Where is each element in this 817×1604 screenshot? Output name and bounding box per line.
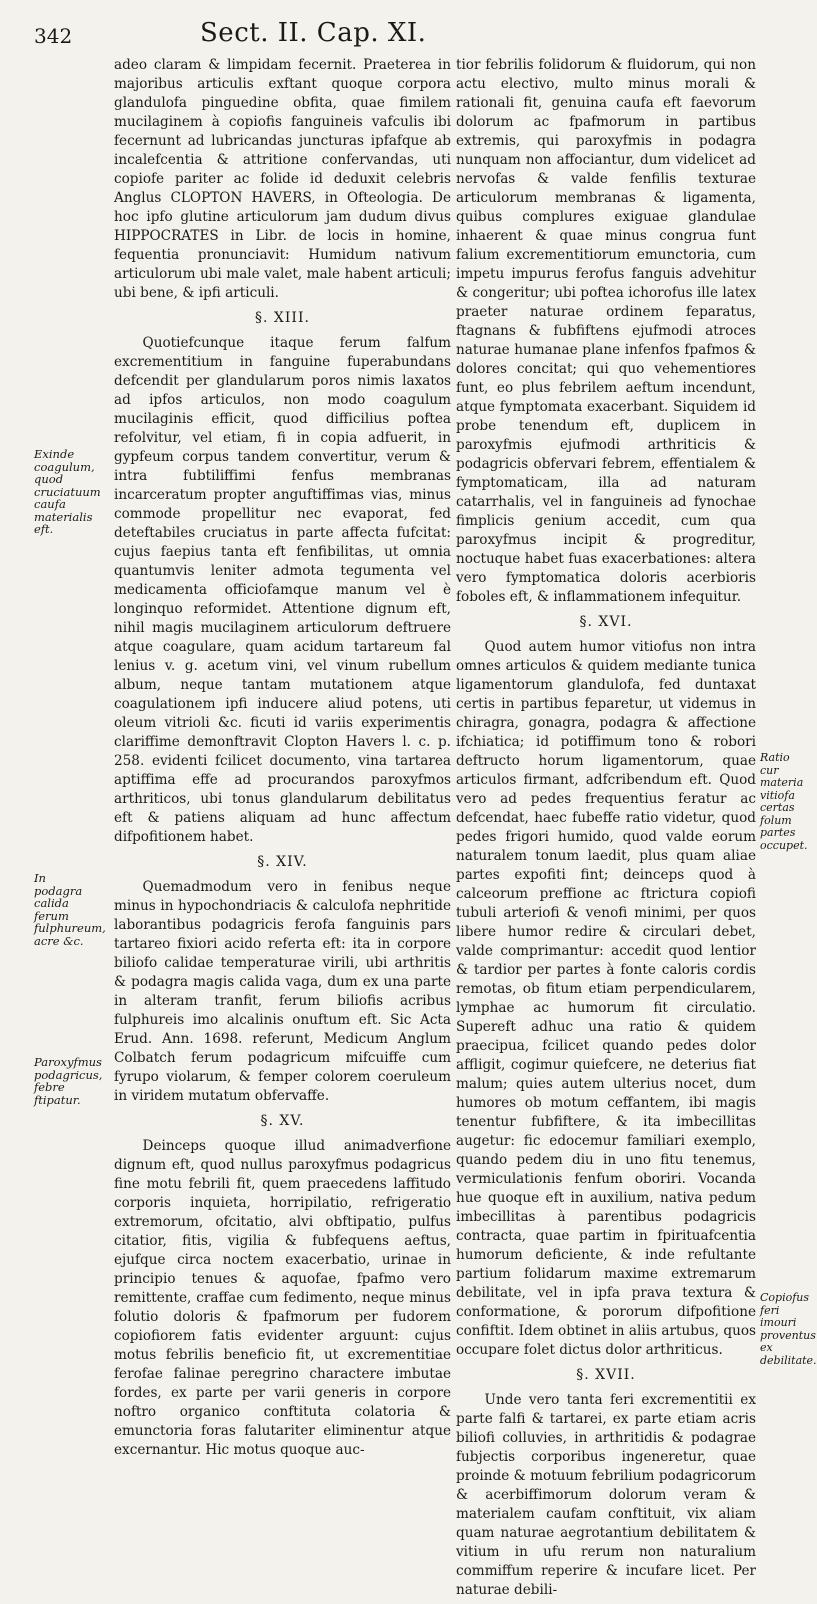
paragraph: Deinceps quoque illud animadverfione dignum eft, quod nullus paroxyfmus podagricus fine motu febrili fit, quem praecedens laffitudo corporis inquieta, horripilatio, refrigeratio extremorum, ofcitatio, alvi obftipatio, pulfus citatior, fitis, vigilia & fubfequens aeftus, ejufque circa noctem exacerbatio, urinae in principio tenues & aquofae, fpafmo vero remittente, craffae cum fedimento, neque minus folutio doloris & fpafmorum per fudorem copiofiorem fatis evidenter arguunt: cujus motus febrilis beneficio fit, ut excrementitiae ferofae falinae peregrino charactere imbutae fordes, ex parte per varii generis in corpore noftro organico conftituta colatoria & emunctoria foras falutariter eliminentur atque excernantur. Hic motus quoque auc- <box>114 1138 451 1458</box>
left-column <box>114 56 451 1464</box>
margin-note: In podagra calida ferum fulphureum, acre &c. <box>34 871 106 948</box>
margin-note: Copiofus feri imouri proventus ex debilitate. <box>760 1291 817 1367</box>
margin-note: Exinde coagulum, quod cruciatuum caufa materialis eft. <box>34 447 101 536</box>
paragraph: tior febrilis folidorum & fluidorum, qui non actu electivo, multo minus morali & rationali fit, genuina caufa eft faevorum dolorum ac fpafmorum in partibus extremis, qui paroxyfmis in podagra nunquam non affociantur, dum videlicet ad nervofas & valde fenfilis texturae articulorum membranas & ligamenta, quibus complures exiguae glandulae inhaerent & quae minus congrua funt falium excrementitiorum emunctoria, cum impetu impurus ferofus fanguis advehitur & congeritur; ubi poftea ichorofus ille latex praeter naturae ordinem feparatus, ftagnans & fubfiftens ejufmodi atroces naturae humanae plane infenfos fpafmos & dolores concitat; qui quo vehementiores funt, eo plus febrilem aeftum incendunt, atque fymptomata exacerbant. Siquidem id probe tenendum eft, duplicem in paroxyfmis ejufmodi arthriticis & podagricis obfervari febrem, effentialem & fymptomaticam, illa ad naturam catarrhalis, vel in fanguineis ad fynochae fimplicis genium accedit, cum qua paroxyfmus incipit & progreditur, noctuque habet fuas exacerbationes: altera vero fymptomatica doloris acerbioris foboles eft, & inflammationem infequitur. <box>456 57 756 605</box>
paragraph: Quotiefcunque itaque ferum falfum excrementitium in fanguine fuperabundans defcendit per glandularum poros nimis laxatos ad ipfos articulos, non modo coagulum mucilaginis efficit, quod difficilius poftea refolvitur, vel etiam, fi in copia adfuerit, in gypfeum corpus tandem convertitur, verum & intra fubtiliffimi fenfus membranas incarceratum propter anguftiffimas vias, minus commode propellitur nec evaporat, fed deteftabiles cruciatus in parte affecta fufcitat: cujus faepius tanta eft fenfibilitas, ut omnia quantumvis leniter admota tegumenta vel medicamenta officiofamque manum vel è longinquo reformidet. Attentione dignum eft, nihil magis mucilaginem articulorum deftruere atque coagulare, quam acidum tartareum fal lenius v. g. acetum vini, vel vinum rubellum album, neque tantam mutationem atque coagulationem ipfi inducere aliud potens, uti oleum vitrioli &c. ficuti id variis experimentis clariffime demonftravit Clopton Havers l. c. p. 258. evidenti fcilicet documento, vina tartarea aptiffima effe ad procurandos paroxyfmos arthriticos, ubi tonus glandularum debilitatus eft & patiens aliquam ad hunc affectum difpofitionem habet. <box>114 335 451 845</box>
paragraph: Quemadmodum vero in fenibus neque minus in hypochondriacis & calculofa nephritide laborantibus podagricis ferofa fanguinis pars tartareo fixiori acido referta eft: ita in corpore biliofo calidae temperaturae virili, ubi arthritis & podagra magis calida vaga, dum ex una parte in alteram tranfit, ferum biliofis acribus fulphureis imo alcalinis onuftum eft. Sic Acta Erud. Ann. 1698. referunt, Medicum Anglum Colbatch ferum podagricum mifcuiffe cum fyrupo violarum, & femper colorem coeruleum in viridem mutatum obfervaffe. <box>114 879 451 1104</box>
section-heading: §. XVII. <box>576 1367 636 1383</box>
section-heading: §. XIII. <box>255 310 310 326</box>
section-heading: §. XV. <box>260 1113 305 1129</box>
page-header <box>0 16 800 56</box>
section-heading: §. XVI. <box>579 614 633 630</box>
paragraph: adeo claram & limpidam fecernit. Praeterea in majoribus articulis exftant quoque corpora glandulofa pinguedine obfita, quae fimilem mucilaginem à copiofis fanguineis vafculis ibi fecernunt ad lubricandas juncturas ipfafque ab incalefcentia & attritione confervandas, uti copiofe pariter ac folide id deduxit celebris Anglus CLOPTON HAVERS, in Ofteologia. De hoc ipfo glutine articulorum jam dudum divus HIPPOCRATES in Libr. de locis in homine, fequentia pronunciavit: Humidum nativum articulorum ubi male valet, male habent articuli; ubi bene, & ipfi articuli. <box>114 57 451 301</box>
page-number: 342 <box>34 24 73 48</box>
margin-note: Paroxyfmus podagricus, febre ftipatur. <box>34 1055 103 1107</box>
section-heading: §. XIV. <box>257 854 308 870</box>
right-column <box>456 56 756 1604</box>
paragraph: Quod autem humor vitiofus non intra omnes articulos & quidem mediante tunica ligamentorum glandulofa, fed duntaxat certis in partibus feparetur, ut videmus in chiragra, gonagra, podagra & affectione ifchiatica; id potiffimum tono & robori deftructo horum ligamentorum, quae articulos firmant, adfcribendum eft. Quod vero ad pedes frequentius feratur ac defcendat, haec fubeffe ratio videtur, quod pedes frigori humido, quod valde eorum naturalem tonum laedit, plus quam aliae partes expofiti fint; deinceps quod à calceorum preffione ac ftrictura copiofi tubuli arteriofi & venofi minimi, per quos libere humor redire & circulari debet, valde comprimantur: accedit quod lentior & tardior per partes à fonte caloris cordis remotas, ob fitum etiam perpendicularem, lymphae ac humorum fit circulatio. Supereft adhuc una ratio & quidem praecipua, fcilicet quando pedes dolor affligit, cogimur quiefcere, ne deterius fiat malum; quies autem ulterius nocet, dum humores ob motum ceffantem, ibi magis tenentur fubfiftere, & ita imbecillitas augetur: fic edocemur familiari exemplo, quando pedem diu in uno fitu tenemus, vermiculationis fenfum oboriri. Vocanda hue quoque eft in auxilium, nativa pedum imbecillitas à parentibus podagricis contracta, quae partim in fpirituafcentia humorum deficiente, & inde refultante partium folidarum maxime extremarum debilitate, vel in ipfa prava textura & conformatione, & pororum difpofitione confiftit. Idem obtinet in aliis artubus, quos occupare folet dictus dolor arthriticus. <box>456 639 756 1358</box>
paragraph: Unde vero tanta feri excrementitii ex parte falfi & tartarei, ex parte etiam acris biliofi colluvies, in arthritidis & podagrae fubjectis corporibus ingeneretur, quae proinde & motuum febrilium podagricorum & acerbiffimorum dolorum veram & materialem caufam conftituit, vix aliam quam naturae aegrotantium debilitatem & vitium in ufu rerum non naturalium commiffum reperire & incufare licet. Per naturae debili- <box>456 1392 756 1598</box>
running-head: Sect. II. Cap. XI. <box>200 18 427 48</box>
margin-note: Ratio cur materia vitiofa certas folum partes occupet. <box>760 751 808 852</box>
